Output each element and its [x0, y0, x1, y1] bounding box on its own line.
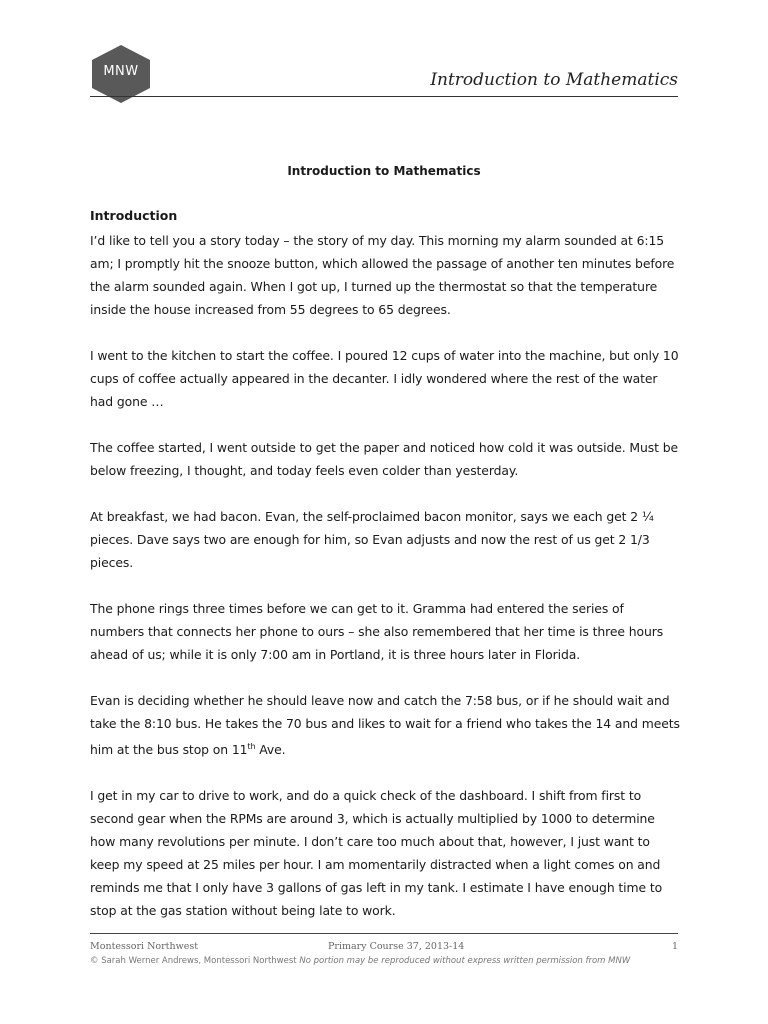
- bus-text-main: Evan is deciding whether he should leave now and catch the 7:58 bus, or if he should wait and take the 8:10 bus. He takes the 70 bus and likes to wait for a friend who takes the 14 and meets him at the bus stop on 11: [90, 693, 680, 758]
- footer-organization: Montessori Northwest: [90, 941, 199, 952]
- mnw-logo: [90, 44, 152, 104]
- page-number: 1: [671, 941, 678, 952]
- logo-text: MNW: [103, 64, 139, 79]
- paragraph-car: I get in my car to drive to work, and do a quick check of the dashboard. I shift from first to second gear when the RPMs are around 3, which is actually multiplied by 1000 to determine how many revolutions per minute. I don’t care too much about that, however, I just want to keep my speed at 25 miles per hour. I am momentarily distracted when a light comes on and reminds me that I only have 3 gallons of gas left in my tank. I estimate I have enough time to stop at the gas station without being late to work.: [90, 788, 663, 919]
- header-divider: [90, 96, 678, 97]
- document-title: Introduction to Mathematics: [287, 164, 481, 178]
- header-title: Introduction to Mathematics: [430, 70, 678, 90]
- paragraph-phone: The phone rings three times before we can get to it. Gramma had entered the series of numbers that connects her phone to ours – she also remembered that her time is three hours ahead of us; while it is only 7:00 am in Portland, it is three hours later in Florida.: [90, 601, 664, 662]
- section-heading: Introduction: [90, 208, 178, 223]
- document-body: [90, 229, 680, 945]
- bus-text-end: Ave.: [255, 742, 286, 758]
- paragraph-story-intro: I’d like to tell you a story today – the story of my day. This morning my alarm sounded at 6:15 am; I promptly hit the snooze button, which allowed the passage of another ten minutes before the alarm sounded again. When I got up, I turned up the thermostat so that the temperature inside the house increased from 55 degrees to 65 degrees.: [90, 233, 675, 317]
- copyright-text: © Sarah Werner Andrews, Montessori Northwest: [90, 956, 297, 966]
- footer-course: Primary Course 37, 2013-14: [328, 941, 465, 952]
- footer-divider: [90, 933, 678, 934]
- paragraph-breakfast: At breakfast, we had bacon. Evan, the self-proclaimed bacon monitor, says we each get 2 ¼ pieces. Dave says two are enough for him, so Evan adjusts and now the rest of us get 2 1/3 pieces.: [90, 509, 654, 570]
- reproduction-notice: No portion may be reproduced without express written permission from MNW: [299, 956, 631, 966]
- paragraph-outside: The coffee started, I went outside to get the paper and noticed how cold it was outside. Must be below freezing, I thought, and today feels even colder than yesterday.: [90, 440, 679, 478]
- paragraph-bus: [90, 689, 680, 761]
- footer-copyright: [90, 956, 630, 966]
- paragraph-coffee: I went to the kitchen to start the coffee. I poured 12 cups of water into the machine, but only 10 cups of coffee actually appeared in the decanter. I idly wondered where the rest of the water had gone …: [90, 348, 679, 409]
- ordinal-suffix: th: [247, 742, 256, 751]
